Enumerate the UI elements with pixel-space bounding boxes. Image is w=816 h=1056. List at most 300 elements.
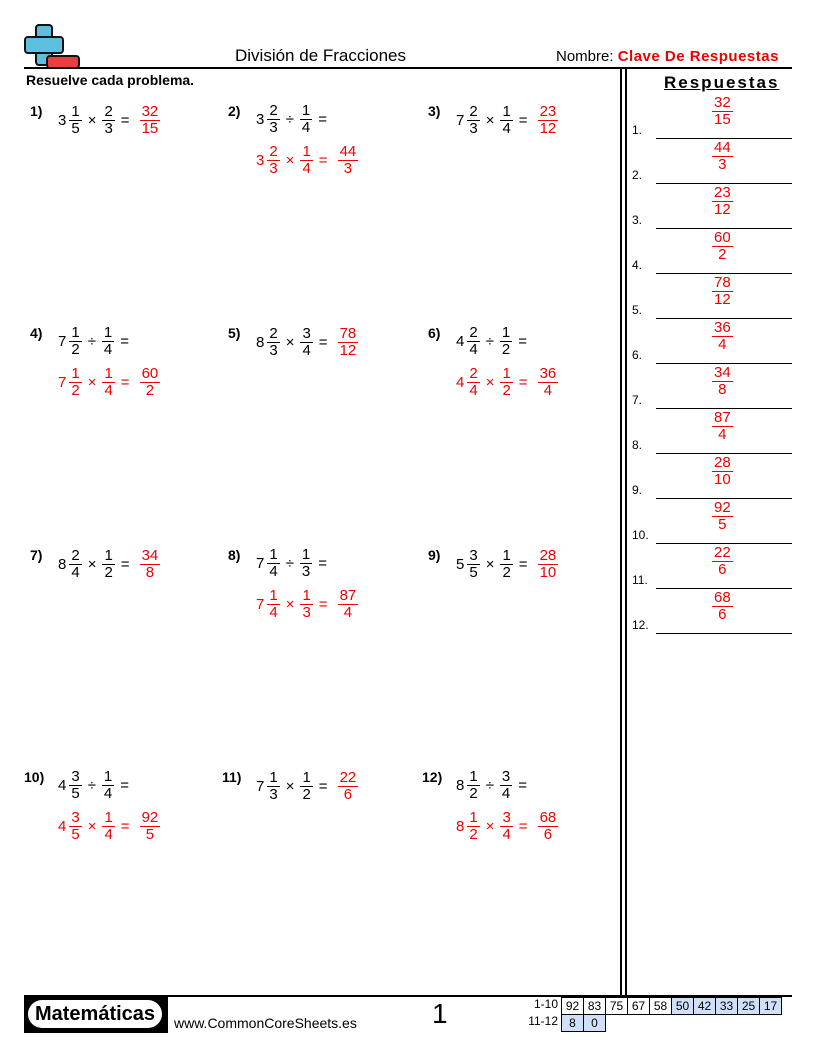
denominator: 15 (714, 111, 731, 128)
answer-row (632, 275, 792, 319)
denominator: 2 (501, 341, 511, 358)
denominator: 4 (502, 119, 511, 137)
equals-sign: = (318, 777, 328, 795)
answer-row (632, 455, 792, 499)
numerator: 3 (71, 808, 80, 826)
score-cell: 75 (605, 997, 628, 1015)
denominator: 2 (71, 381, 80, 399)
solution-expression (58, 809, 160, 843)
equals-sign: = (518, 333, 528, 350)
denominator: 4 (718, 426, 727, 443)
numerator: 1 (302, 142, 311, 160)
answer-fraction (712, 500, 733, 533)
column-divider (625, 68, 627, 996)
whole-number: 4 (58, 777, 67, 794)
problem-number: 4) (30, 325, 43, 341)
solution-expression (456, 365, 558, 399)
denominator: 4 (301, 119, 311, 136)
problem-expression (58, 325, 129, 358)
denominator: 15 (141, 120, 159, 137)
answer-fraction (712, 140, 733, 173)
mixed-fraction (467, 810, 479, 843)
numerator: 2 (104, 102, 113, 120)
answer-fraction (338, 770, 359, 803)
denominator: 4 (469, 341, 478, 358)
operator: × (87, 555, 97, 573)
denominator: 4 (469, 381, 478, 399)
problem-expression (456, 325, 527, 358)
answer-row (632, 140, 792, 184)
denominator: 8 (718, 381, 727, 398)
equals-sign: = (120, 373, 130, 391)
answer-number: 9. (632, 483, 643, 497)
answer-fraction (712, 590, 733, 623)
denominator: 3 (269, 119, 278, 136)
mixed-fraction (467, 548, 479, 581)
score-cell: 17 (759, 997, 782, 1015)
denominator: 12 (714, 201, 731, 218)
denominator: 3 (269, 785, 278, 803)
mixed-fraction (467, 366, 479, 399)
operator: ÷ (285, 555, 294, 572)
whole-number: 7 (456, 111, 465, 129)
name-value: Clave De Respuestas (617, 48, 779, 65)
mixed-fraction (267, 770, 279, 803)
denominator: 3 (343, 160, 353, 177)
denominator: 10 (714, 471, 731, 488)
footer-url: www.CommonCoreSheets.es (174, 1015, 357, 1031)
equals-sign: = (518, 373, 528, 391)
denominator: 4 (103, 341, 113, 358)
score-cell: 50 (671, 997, 694, 1015)
equals-sign: = (318, 595, 328, 613)
answer-number: 12. (632, 618, 649, 632)
whole-number: 4 (456, 333, 465, 350)
whole-number: 7 (256, 777, 265, 795)
denominator: 4 (269, 603, 278, 621)
mixed-fraction (267, 103, 279, 136)
denominator: 4 (343, 604, 353, 621)
answer-number: 7. (632, 393, 643, 407)
answer-number: 1. (632, 123, 643, 137)
numerator: 68 (539, 809, 557, 826)
answer-row (632, 230, 792, 274)
problem-number: 1) (30, 103, 43, 119)
column-divider (620, 68, 622, 996)
denominator: 4 (104, 825, 113, 843)
answer-fraction (140, 104, 161, 137)
answer-fraction (712, 275, 733, 308)
equals-sign: = (120, 817, 130, 835)
numerator: 87 (714, 409, 731, 426)
answer-fraction (712, 455, 733, 488)
mixed-fraction (467, 104, 479, 137)
problem-number: 5) (228, 325, 241, 341)
operator: ÷ (285, 111, 294, 128)
reciprocal-fraction (500, 810, 512, 843)
whole-number: 3 (58, 111, 67, 129)
score-row (526, 1014, 606, 1032)
instructions: Resuelve cada problema. (26, 72, 195, 88)
whole-number: 8 (256, 333, 265, 351)
answer-row (632, 500, 792, 544)
equals-sign: = (120, 555, 130, 573)
problem-expression (256, 547, 327, 580)
score-row-label: 11-12 (528, 1014, 558, 1028)
operator: ÷ (87, 333, 96, 350)
answer-fraction (538, 548, 559, 581)
denominator: 5 (469, 563, 478, 581)
reciprocal-fraction (300, 144, 312, 177)
answer-fraction (712, 410, 733, 443)
fraction (500, 548, 512, 581)
fraction (300, 770, 312, 803)
numerator: 2 (469, 364, 478, 382)
operator: ÷ (485, 777, 494, 794)
numerator: 23 (714, 184, 731, 201)
fraction (500, 325, 512, 358)
denominator: 3 (469, 119, 478, 137)
numerator: 68 (714, 589, 731, 606)
denominator: 8 (145, 564, 155, 581)
numerator: 1 (71, 364, 80, 382)
mixed-fraction (467, 769, 479, 802)
numerator: 1 (502, 364, 511, 382)
answer-fraction (338, 588, 359, 621)
mixed-fraction (69, 104, 81, 137)
numerator: 28 (539, 547, 557, 564)
denominator: 3 (301, 563, 311, 580)
reciprocal-fraction (102, 366, 114, 399)
page-number: 1 (432, 998, 448, 1029)
answer-row (632, 410, 792, 454)
fraction (500, 769, 512, 802)
numerator: 36 (539, 365, 557, 382)
score-cell: 58 (649, 997, 672, 1015)
mixed-fraction (69, 548, 81, 581)
numerator: 1 (71, 324, 80, 341)
mixed-fraction (69, 366, 81, 399)
numerator: 32 (714, 94, 731, 111)
equals-sign: = (318, 555, 328, 572)
denominator: 4 (302, 341, 311, 359)
mixed-fraction (267, 144, 279, 177)
numerator: 60 (141, 365, 159, 382)
numerator: 1 (301, 102, 311, 119)
operator: × (87, 817, 97, 835)
numerator: 1 (103, 768, 113, 785)
numerator: 1 (71, 102, 80, 120)
denominator: 2 (145, 382, 155, 399)
problem-expression (58, 547, 160, 581)
problem-number: 11) (222, 769, 242, 785)
reciprocal-fraction (500, 366, 512, 399)
denominator: 4 (718, 336, 727, 353)
whole-number: 8 (58, 555, 67, 573)
denominator: 2 (469, 825, 478, 843)
denominator: 2 (502, 381, 511, 399)
operator: × (87, 111, 97, 129)
problem-expression (456, 769, 527, 802)
operator: × (485, 111, 495, 129)
numerator: 2 (269, 102, 278, 119)
denominator: 5 (718, 516, 727, 533)
mixed-fraction (267, 326, 279, 359)
fraction (500, 104, 512, 137)
denominator: 3 (104, 119, 113, 137)
numerator: 2 (269, 142, 278, 160)
answer-fraction (712, 230, 733, 263)
denominator: 6 (718, 606, 727, 623)
problem-number: 9) (428, 547, 441, 563)
answer-fraction (712, 320, 733, 353)
whole-number: 7 (58, 333, 67, 350)
numerator: 1 (501, 324, 511, 341)
answer-row (632, 590, 792, 634)
denominator: 2 (104, 563, 113, 581)
operator: × (485, 555, 495, 573)
denominator: 4 (302, 159, 311, 177)
whole-number: 8 (456, 777, 465, 794)
denominator: 4 (269, 563, 278, 580)
whole-number: 7 (256, 555, 265, 572)
answer-fraction (712, 185, 733, 218)
fraction (102, 325, 114, 358)
whole-number: 8 (456, 817, 465, 835)
score-cell: 92 (561, 997, 584, 1015)
numerator: 3 (502, 808, 511, 826)
whole-number: 5 (456, 555, 465, 573)
name-label: Nombre: (556, 48, 614, 65)
denominator: 2 (302, 785, 311, 803)
equals-sign: = (518, 555, 528, 573)
problem-number: 6) (428, 325, 441, 341)
answers-title: Respuestas (664, 73, 780, 92)
answer-fraction (538, 366, 559, 399)
denominator: 4 (501, 785, 511, 802)
answer-row (632, 95, 792, 139)
problem-number: 3) (428, 103, 441, 119)
answer-row (632, 365, 792, 409)
fraction (102, 769, 114, 802)
numerator: 1 (104, 808, 113, 826)
score-row-label: 1-10 (533, 997, 558, 1011)
operator: × (485, 373, 495, 391)
problem-expression (256, 325, 358, 359)
numerator: 1 (502, 546, 511, 564)
score-cell: 67 (627, 997, 650, 1015)
problem-expression (456, 547, 558, 581)
whole-number: 7 (58, 373, 67, 391)
operator: × (87, 373, 97, 391)
denominator: 2 (502, 563, 511, 581)
answer-number: 8. (632, 438, 643, 452)
numerator: 23 (539, 103, 557, 120)
equals-sign: = (318, 333, 328, 351)
answer-number: 4. (632, 258, 643, 272)
mixed-fraction (69, 325, 81, 358)
equals-sign: = (518, 817, 528, 835)
answer-number: 6. (632, 348, 643, 362)
numerator: 2 (71, 546, 80, 564)
denominator: 4 (502, 825, 511, 843)
numerator: 78 (714, 274, 731, 291)
solution-expression (58, 365, 160, 399)
numerator: 32 (141, 103, 159, 120)
numerator: 1 (302, 768, 311, 786)
numerator: 22 (714, 544, 731, 561)
answer-fraction (140, 548, 161, 581)
denominator: 3 (302, 603, 311, 621)
whole-number: 7 (256, 595, 265, 613)
score-cell: 0 (583, 1014, 606, 1032)
denominator: 3 (269, 341, 278, 359)
operator: ÷ (87, 777, 96, 794)
denominator: 5 (71, 825, 80, 843)
numerator: 87 (339, 587, 357, 604)
numerator: 92 (714, 499, 731, 516)
problem-expression (256, 769, 358, 803)
whole-number: 4 (456, 373, 465, 391)
score-cell: 8 (561, 1014, 584, 1032)
answer-line (656, 633, 792, 634)
equals-sign: = (120, 111, 130, 129)
numerator: 1 (103, 324, 113, 341)
whole-number: 4 (58, 817, 67, 835)
solution-expression (456, 809, 558, 843)
denominator: 6 (718, 561, 727, 578)
score-cell: 25 (737, 997, 760, 1015)
numerator: 3 (469, 546, 478, 564)
equals-sign: = (318, 151, 328, 169)
numerator: 1 (269, 586, 278, 604)
numerator: 1 (104, 364, 113, 382)
denominator: 6 (543, 826, 553, 843)
equals-sign: = (120, 333, 130, 350)
operator: × (485, 817, 495, 835)
operator: × (285, 151, 295, 169)
worksheet-title: División de Fracciones (235, 46, 407, 65)
answer-fraction (712, 545, 733, 578)
equals-sign: = (518, 111, 528, 129)
numerator: 34 (714, 364, 731, 381)
numerator: 92 (141, 809, 159, 826)
numerator: 60 (714, 229, 731, 246)
denominator: 5 (71, 119, 80, 137)
answer-row (632, 320, 792, 364)
numerator: 28 (714, 454, 731, 471)
fraction (300, 103, 312, 136)
denominator: 5 (145, 826, 155, 843)
answer-number: 3. (632, 213, 643, 227)
problem-number: 12) (422, 769, 443, 785)
numerator: 22 (339, 769, 357, 786)
fraction (102, 104, 114, 137)
mixed-fraction (267, 588, 279, 621)
operator: × (285, 777, 295, 795)
numerator: 34 (141, 547, 159, 564)
score-cell: 83 (583, 997, 606, 1015)
solution-expression (256, 143, 358, 177)
denominator: 2 (718, 246, 727, 263)
numerator: 44 (339, 143, 357, 160)
denominator: 2 (469, 785, 478, 802)
fraction (300, 326, 312, 359)
score-row (526, 997, 782, 1015)
answer-fraction (712, 365, 733, 398)
solution-expression (256, 587, 358, 621)
equals-sign: = (120, 777, 130, 794)
denominator: 6 (343, 786, 353, 803)
mixed-fraction (69, 810, 81, 843)
problem-number: 10) (24, 769, 45, 785)
denominator: 12 (714, 291, 731, 308)
answer-number: 5. (632, 303, 643, 317)
fraction (102, 548, 114, 581)
numerator: 3 (501, 768, 511, 785)
numerator: 1 (104, 546, 113, 564)
operator: × (285, 333, 295, 351)
problem-number: 8) (228, 547, 241, 563)
answer-fraction (338, 326, 359, 359)
answer-row (632, 545, 792, 589)
answer-fraction (538, 810, 559, 843)
answer-fraction (140, 810, 161, 843)
answer-row (632, 185, 792, 229)
mixed-fraction (267, 547, 279, 580)
denominator: 3 (718, 156, 727, 173)
numerator: 1 (301, 546, 311, 563)
numerator: 36 (714, 319, 731, 336)
denominator: 4 (103, 785, 113, 802)
numerator: 1 (502, 102, 511, 120)
reciprocal-fraction (300, 588, 312, 621)
numerator: 3 (71, 768, 80, 785)
denominator: 5 (71, 785, 80, 802)
whole-number: 3 (256, 111, 265, 128)
numerator: 2 (469, 102, 478, 120)
denominator: 12 (539, 120, 557, 137)
denominator: 4 (543, 382, 553, 399)
numerator: 1 (469, 808, 478, 826)
answer-fraction (712, 95, 733, 128)
numerator: 2 (469, 324, 478, 341)
answer-fraction (538, 104, 559, 137)
denominator: 12 (339, 342, 357, 359)
problem-number: 2) (228, 103, 241, 119)
operator: ÷ (485, 333, 494, 350)
numerator: 2 (269, 324, 278, 342)
reciprocal-fraction (102, 810, 114, 843)
numerator: 1 (469, 768, 478, 785)
operator: × (285, 595, 295, 613)
numerator: 1 (302, 586, 311, 604)
answer-fraction (338, 144, 359, 177)
answer-number: 10. (632, 528, 649, 542)
problem-expression (58, 103, 160, 137)
score-cell: 42 (693, 997, 716, 1015)
numerator: 1 (269, 768, 278, 786)
denominator: 4 (104, 381, 113, 399)
equals-sign: = (518, 777, 528, 794)
answer-number: 2. (632, 168, 643, 182)
score-cell: 33 (715, 997, 738, 1015)
denominator: 4 (71, 563, 80, 581)
footer-brand: Matemáticas (28, 1000, 162, 1028)
header-divider (24, 67, 792, 69)
answer-number: 11. (632, 573, 648, 587)
mixed-fraction (467, 325, 479, 358)
